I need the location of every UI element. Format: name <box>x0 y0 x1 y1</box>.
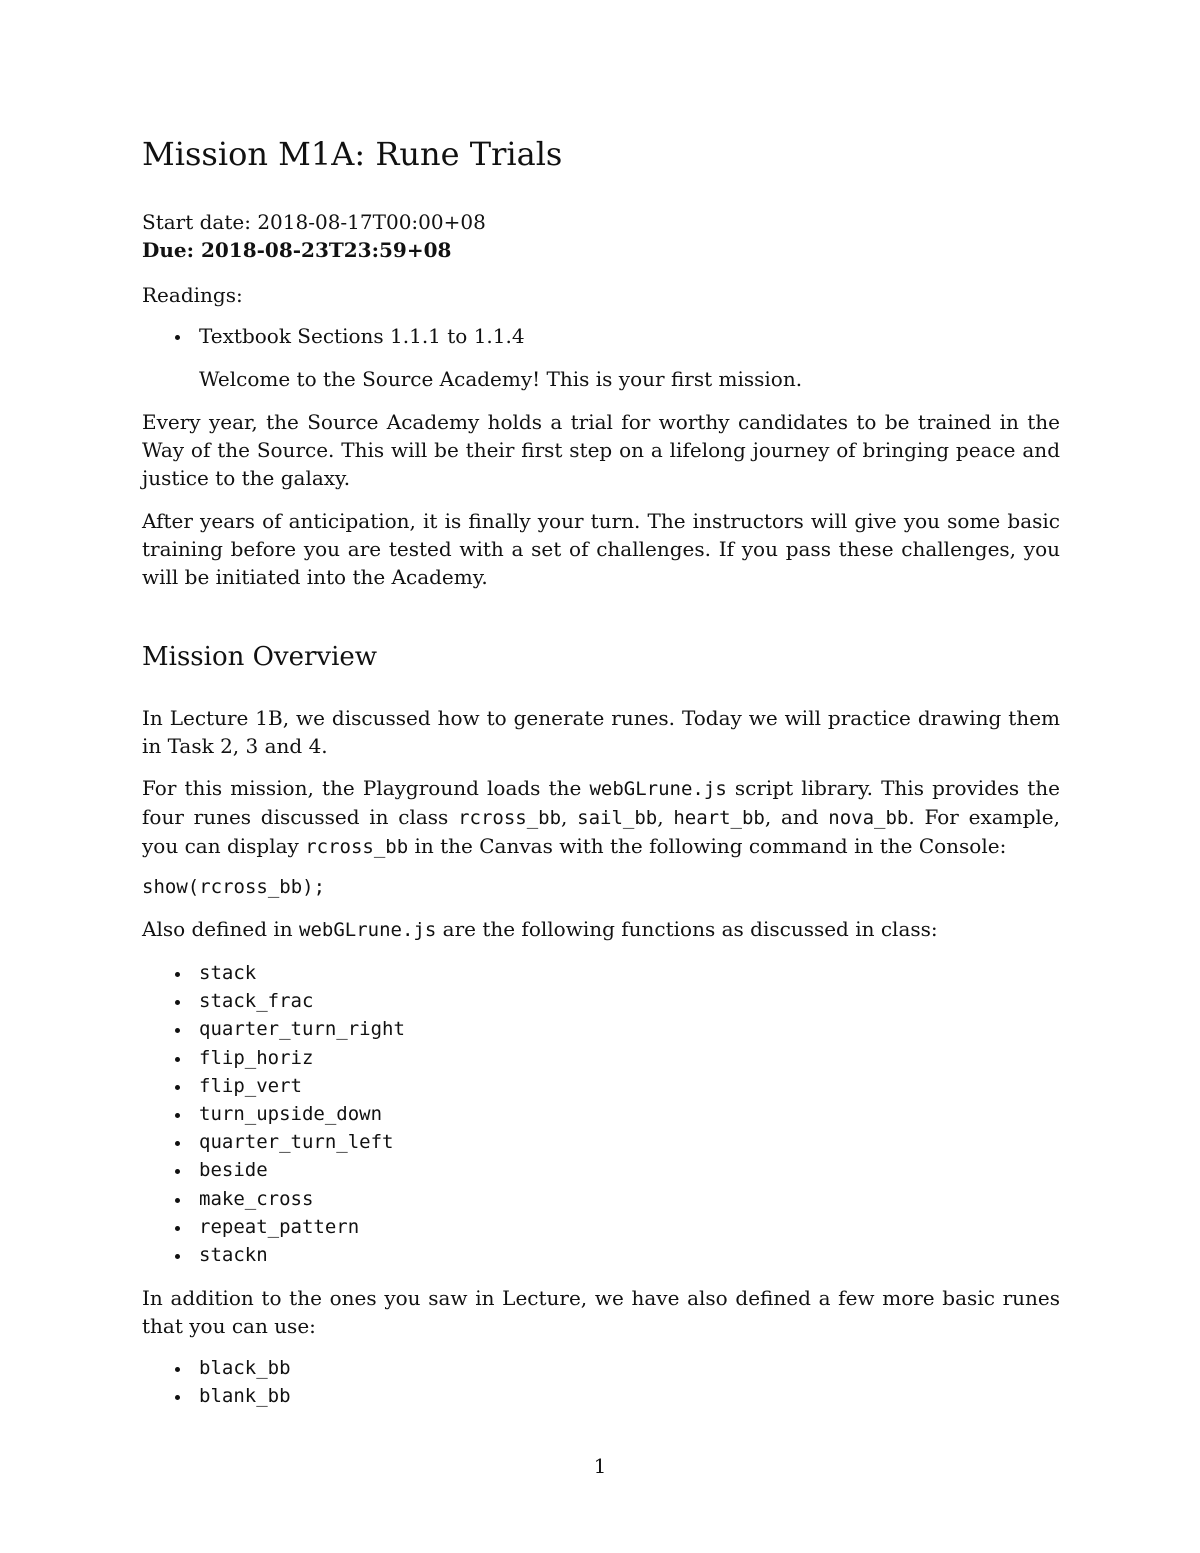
list-item: black_bb <box>142 1354 291 1382</box>
playground-paragraph <box>142 774 1060 861</box>
code-rune-rcross: rcross_bb <box>458 807 562 829</box>
text-span: in the Canvas with the following command in the Console: <box>408 834 1007 858</box>
text-span: For this mission, the Playground loads the <box>142 776 590 800</box>
text-span: . For example, you can display <box>142 805 1061 858</box>
list-item: beside <box>142 1156 405 1184</box>
start-date: Start date: 2018-08-17T00:00+08 <box>142 210 486 234</box>
code-library-name: webGLrune.js <box>299 919 437 941</box>
text-span: , <box>561 805 578 829</box>
welcome-text: Welcome to the Source Academy! This is your first mission. <box>199 367 803 391</box>
text-span: are the following functions as discussed in class: <box>436 917 938 941</box>
text-span: Also defined in <box>142 917 299 941</box>
code-rune-nova: nova_bb <box>828 807 909 829</box>
list-item: stack_frac <box>142 987 405 1015</box>
runes-list <box>142 1354 291 1410</box>
list-item: Textbook Sections 1.1.1 to 1.1.4 <box>142 322 525 350</box>
code-library-name: webGLrune.js <box>589 778 727 800</box>
section-heading-overview: Mission Overview <box>142 642 378 672</box>
list-item: repeat_pattern <box>142 1213 405 1241</box>
list-item: flip_horiz <box>142 1044 405 1072</box>
list-item: flip_vert <box>142 1072 405 1100</box>
overview-paragraph: In Lecture 1B, we discussed how to generate runes. Today we will practice drawing them in Task 2, 3 and 4. <box>142 706 1060 758</box>
code-rune-rcross: rcross_bb <box>305 836 409 858</box>
list-item: make_cross <box>142 1185 405 1213</box>
readings-list <box>142 322 525 350</box>
code-rune-heart: heart_bb <box>673 807 765 829</box>
list-item: stack <box>142 959 405 987</box>
list-item: stackn <box>142 1241 405 1269</box>
code-example: show(rcross_bb); <box>142 876 326 898</box>
page-number: 1 <box>593 1454 607 1478</box>
anticipation-paragraph: After years of anticipation, it is finally your turn. The instructors will give you some basic training before you are tested with a set of challenges. If you pass these challenges, you will be initiated into the Academy. <box>142 509 1060 589</box>
document-title: Mission M1A: Rune Trials <box>142 135 563 173</box>
list-item: quarter_turn_right <box>142 1015 405 1043</box>
list-item: turn_upside_down <box>142 1100 405 1128</box>
addition-paragraph: In addition to the ones you saw in Lecture, we have also defined a few more basic runes that you can use: <box>142 1286 1060 1338</box>
readings-label: Readings: <box>142 283 243 307</box>
code-rune-sail: sail_bb <box>577 807 658 829</box>
also-defined-text <box>142 915 938 944</box>
list-item: blank_bb <box>142 1382 291 1410</box>
intro-paragraph: Every year, the Source Academy holds a trial for worthy candidates to be trained in the Way of the Source. This will be their first step on a lifelong journey of bringing peace and justice to the galaxy. <box>142 410 1060 490</box>
text-span: , <box>657 805 674 829</box>
text-span: , and <box>764 805 829 829</box>
list-item: quarter_turn_left <box>142 1128 405 1156</box>
due-date: Due: 2018-08-23T23:59+08 <box>142 238 452 262</box>
functions-list <box>142 959 405 1269</box>
text-span: script library. This provides the four runes discussed in class <box>142 776 1060 829</box>
